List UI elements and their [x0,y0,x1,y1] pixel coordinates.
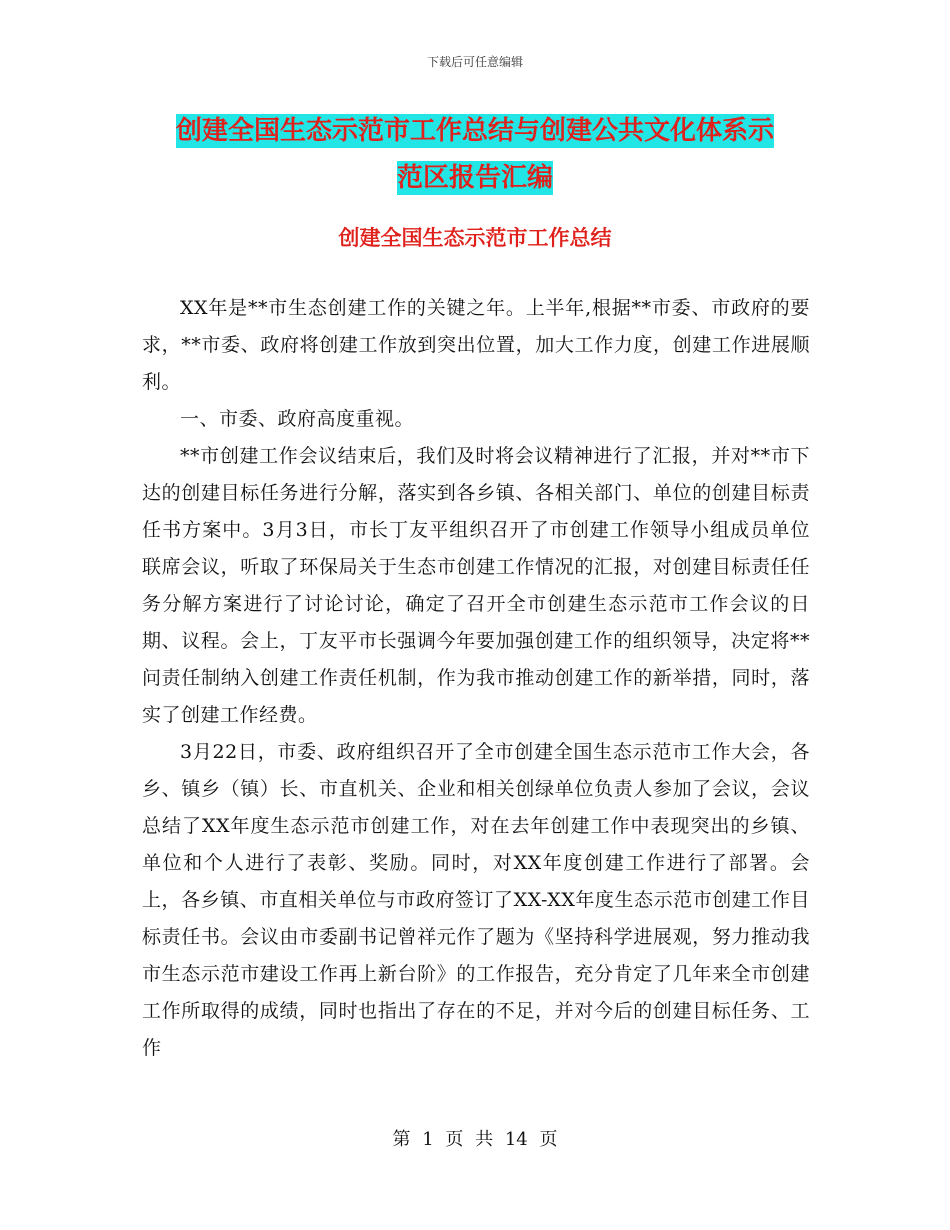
section-title: 创建全国生态示范市工作总结 [338,226,612,250]
paragraph: **市创建工作会议结束后，我们及时将会议精神进行了汇报，并对**市下达的创建目标任务进行分解，落实到各乡镇、各相关部门、单位的创建目标责任书方案中。3月3日，市长丁友平组织召开了市创建工作领导小组成员单位联席会议，听取了环保局关于生态市创建工作情况的汇报，对创建目标责任任务分解方案进行了讨论讨论，确定了召开全市创建生态示范市工作会议的日期、议程。会上，丁友平市长强调今年要加强创建工作的组织领导，决定将**问责任制纳入创建工作责任机制，作为我市推动创建工作的新举措，同时，落实了创建工作经费。 [142,445,810,726]
paragraph: XX年是**市生态创建工作的关键之年。上半年,根据**市委、市政府的要求，**市委、政府将创建工作放到突出位置，加大工作力度，创建工作进展顺利。 [142,297,810,393]
page-number: 第 1 页 共 14 页 [392,1129,558,1150]
paragraph-heading: 一、市委、政府高度重视。 [180,408,415,430]
page-header-note: 下载后可任意编辑 [426,55,523,69]
document-title-line-1: 创建全国生态示范市工作总结与创建公共文化体系示 [175,116,774,146]
paragraph: 3月22日，市委、政府组织召开了全市创建全国生态示范市工作大会，各乡、镇乡（镇）长、市直机关、企业和相关创绿单位负责人参加了会议，会议总结了XX年度生态示范市创建工作，对在去年创建工作中表现突出的乡镇、单位和个人进行了表彰、奖励。同时，对XX年度创建工作进行了部署。会上，各乡镇、市直相关单位与市政府签订了XX-XX年度生态示范市创建工作目标责任书。会议由市委副书记曾祥元作了题为《坚持科学进展观，努力推动我市生态示范市建设工作再上新台阶》的工作报告，充分肯定了几年来全市创建工作所取得的成绩，同时也指出了存在的不足，并对今后的创建目标任务、工作 [142,741,810,1059]
document-title [140,108,810,202]
document-body [142,290,810,1067]
document-title-line-2: 范区报告汇编 [396,163,553,193]
